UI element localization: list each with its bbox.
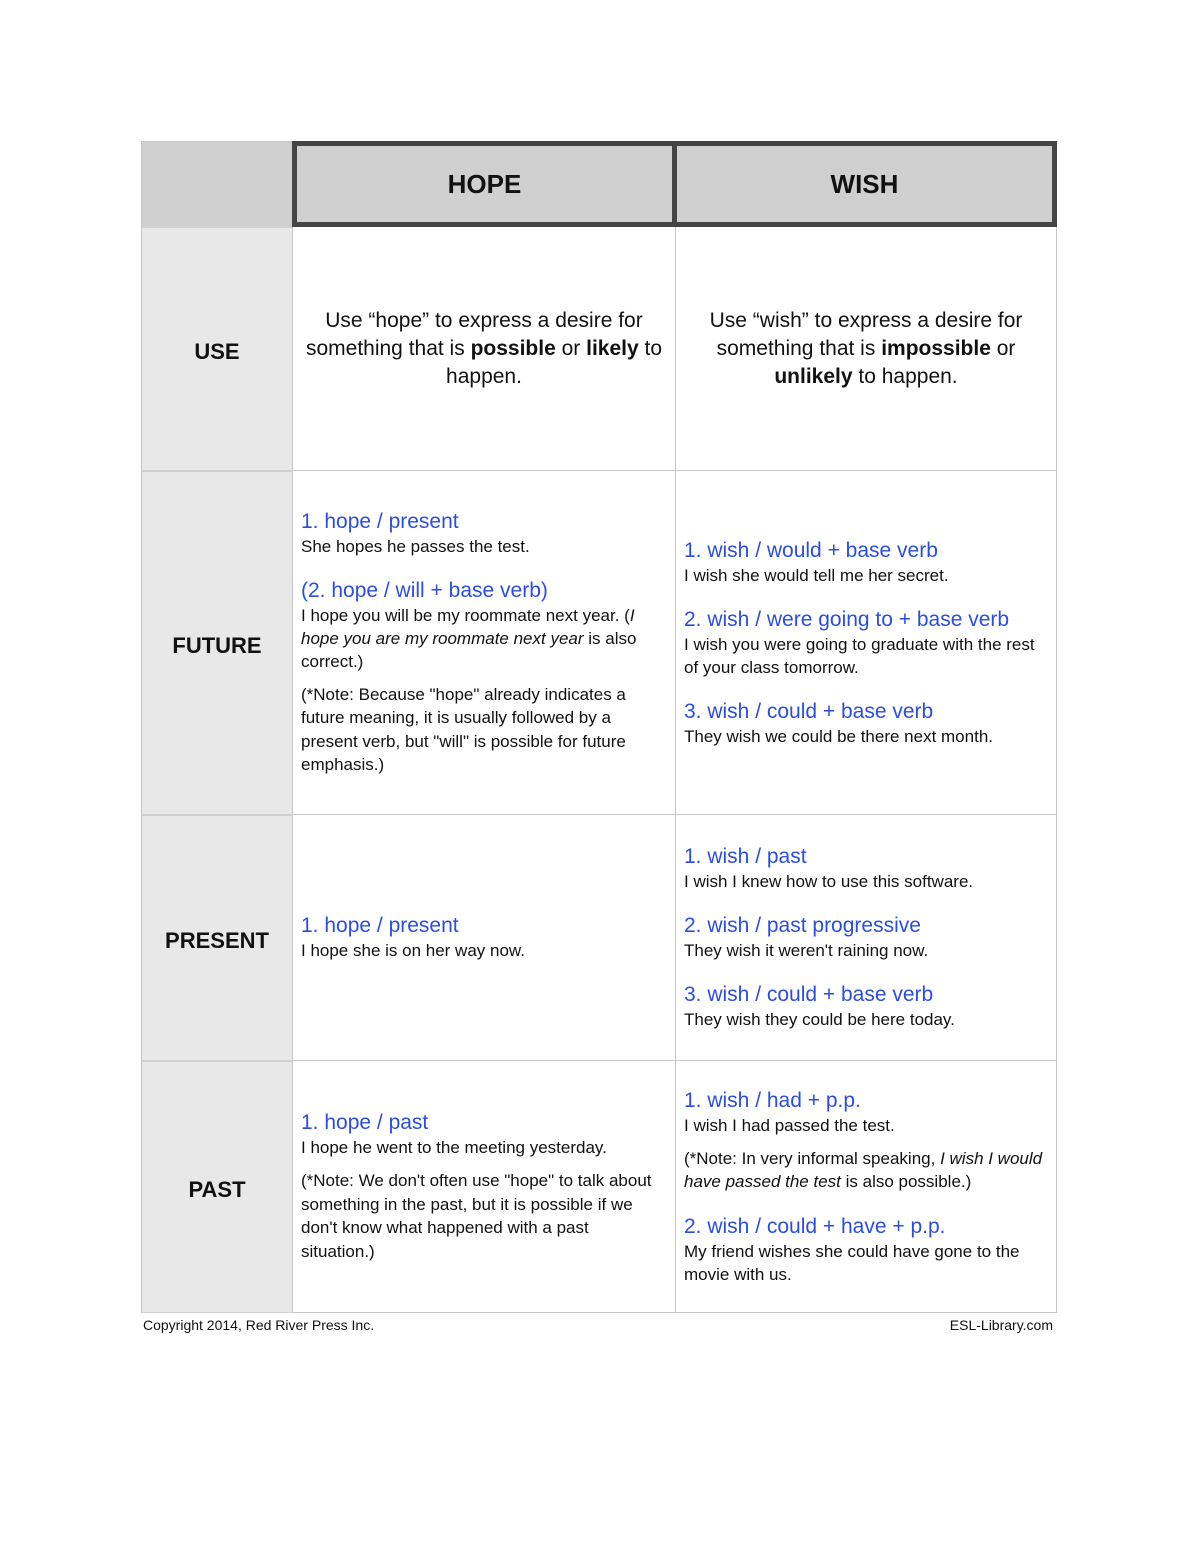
future-hope-note: (*Note: Because "hope" already indicates a future meaning, it is usually followed by a present verb, but "will" is possible for future emphasis.) bbox=[301, 684, 626, 774]
use-hope-text: Use “hope” to express a desire for something that is possible or likely to happen. bbox=[305, 308, 663, 388]
past-wish-example-1: I wish I had passed the test. bbox=[684, 1115, 895, 1135]
present-hope-example-1: I hope she is on her way now. bbox=[301, 941, 525, 960]
present-hope-cell bbox=[292, 815, 675, 1061]
future-wish-example-3: They wish we could be there next month. bbox=[684, 726, 993, 746]
past-wish-heading-1: 1. wish / had + p.p. bbox=[684, 1088, 861, 1112]
column-header-wish: WISH bbox=[675, 141, 1057, 227]
present-hope-heading-1: 1. hope / present bbox=[301, 914, 459, 937]
future-wish-example-2: I wish you were going to graduate with the rest of your class tomorrow. bbox=[684, 634, 1035, 677]
past-hope-example-1: I hope he went to the meeting yesterday. bbox=[301, 1138, 607, 1157]
present-wish-heading-2: 2. wish / past progressive bbox=[684, 914, 921, 937]
future-hope-example-1: She hopes he passes the test. bbox=[301, 536, 530, 556]
present-wish-example-3: They wish they could be here today. bbox=[684, 1010, 955, 1029]
use-wish-cell bbox=[675, 227, 1057, 471]
past-hope-note: (*Note: We don't often use "hope" to talk about something in the past, but it is possible if we don't know what happened with a past situation.) bbox=[301, 1171, 652, 1261]
row-header-past: PAST bbox=[141, 1061, 292, 1313]
future-wish-heading-2: 2. wish / were going to + base verb bbox=[684, 607, 1010, 631]
future-wish-cell bbox=[675, 471, 1057, 815]
past-wish-example-2: My friend wishes she could have gone to the movie with us. bbox=[684, 1241, 1020, 1284]
past-wish-note: (*Note: In very informal speaking, I wish I would have passed the test is also possible.) bbox=[684, 1148, 1043, 1191]
past-hope-cell bbox=[292, 1061, 675, 1313]
row-header-use: USE bbox=[141, 227, 292, 471]
present-wish-example-1: I wish I knew how to use this software. bbox=[684, 872, 974, 891]
present-wish-cell bbox=[675, 815, 1057, 1061]
column-header-hope: HOPE bbox=[292, 141, 675, 227]
row-header-present: PRESENT bbox=[141, 815, 292, 1061]
future-hope-example-2: I hope you will be my roommate next year. (I hope you are my roommate next year is also correct.) bbox=[301, 605, 637, 671]
future-wish-heading-1: 1. wish / would + base verb bbox=[684, 538, 938, 562]
future-hope-cell bbox=[292, 471, 675, 815]
site-name: ESL-Library.com bbox=[949, 1317, 1053, 1333]
future-wish-example-1: I wish she would tell me her secret. bbox=[684, 565, 949, 585]
row-header-future: FUTURE bbox=[141, 471, 292, 815]
future-hope-heading-2: (2. hope / will + base verb) bbox=[301, 578, 548, 602]
present-wish-example-2: They wish it weren't raining now. bbox=[684, 941, 929, 960]
present-wish-heading-1: 1. wish / past bbox=[684, 845, 807, 868]
use-hope-cell bbox=[292, 227, 675, 471]
hope-wish-table bbox=[141, 141, 1057, 1313]
past-wish-cell bbox=[675, 1061, 1057, 1313]
copyright-text: Copyright 2014, Red River Press Inc. bbox=[143, 1317, 375, 1333]
past-hope-heading-1: 1. hope / past bbox=[301, 1111, 429, 1134]
past-wish-heading-2: 2. wish / could + have + p.p. bbox=[684, 1214, 946, 1238]
future-hope-heading-1: 1. hope / present bbox=[301, 509, 459, 533]
present-wish-heading-3: 3. wish / could + base verb bbox=[684, 983, 934, 1006]
table-corner bbox=[141, 141, 292, 227]
use-wish-text: Use “wish” to express a desire for something that is impossible or unlikely to happen. bbox=[709, 308, 1023, 388]
future-wish-heading-3: 3. wish / could + base verb bbox=[684, 699, 934, 723]
